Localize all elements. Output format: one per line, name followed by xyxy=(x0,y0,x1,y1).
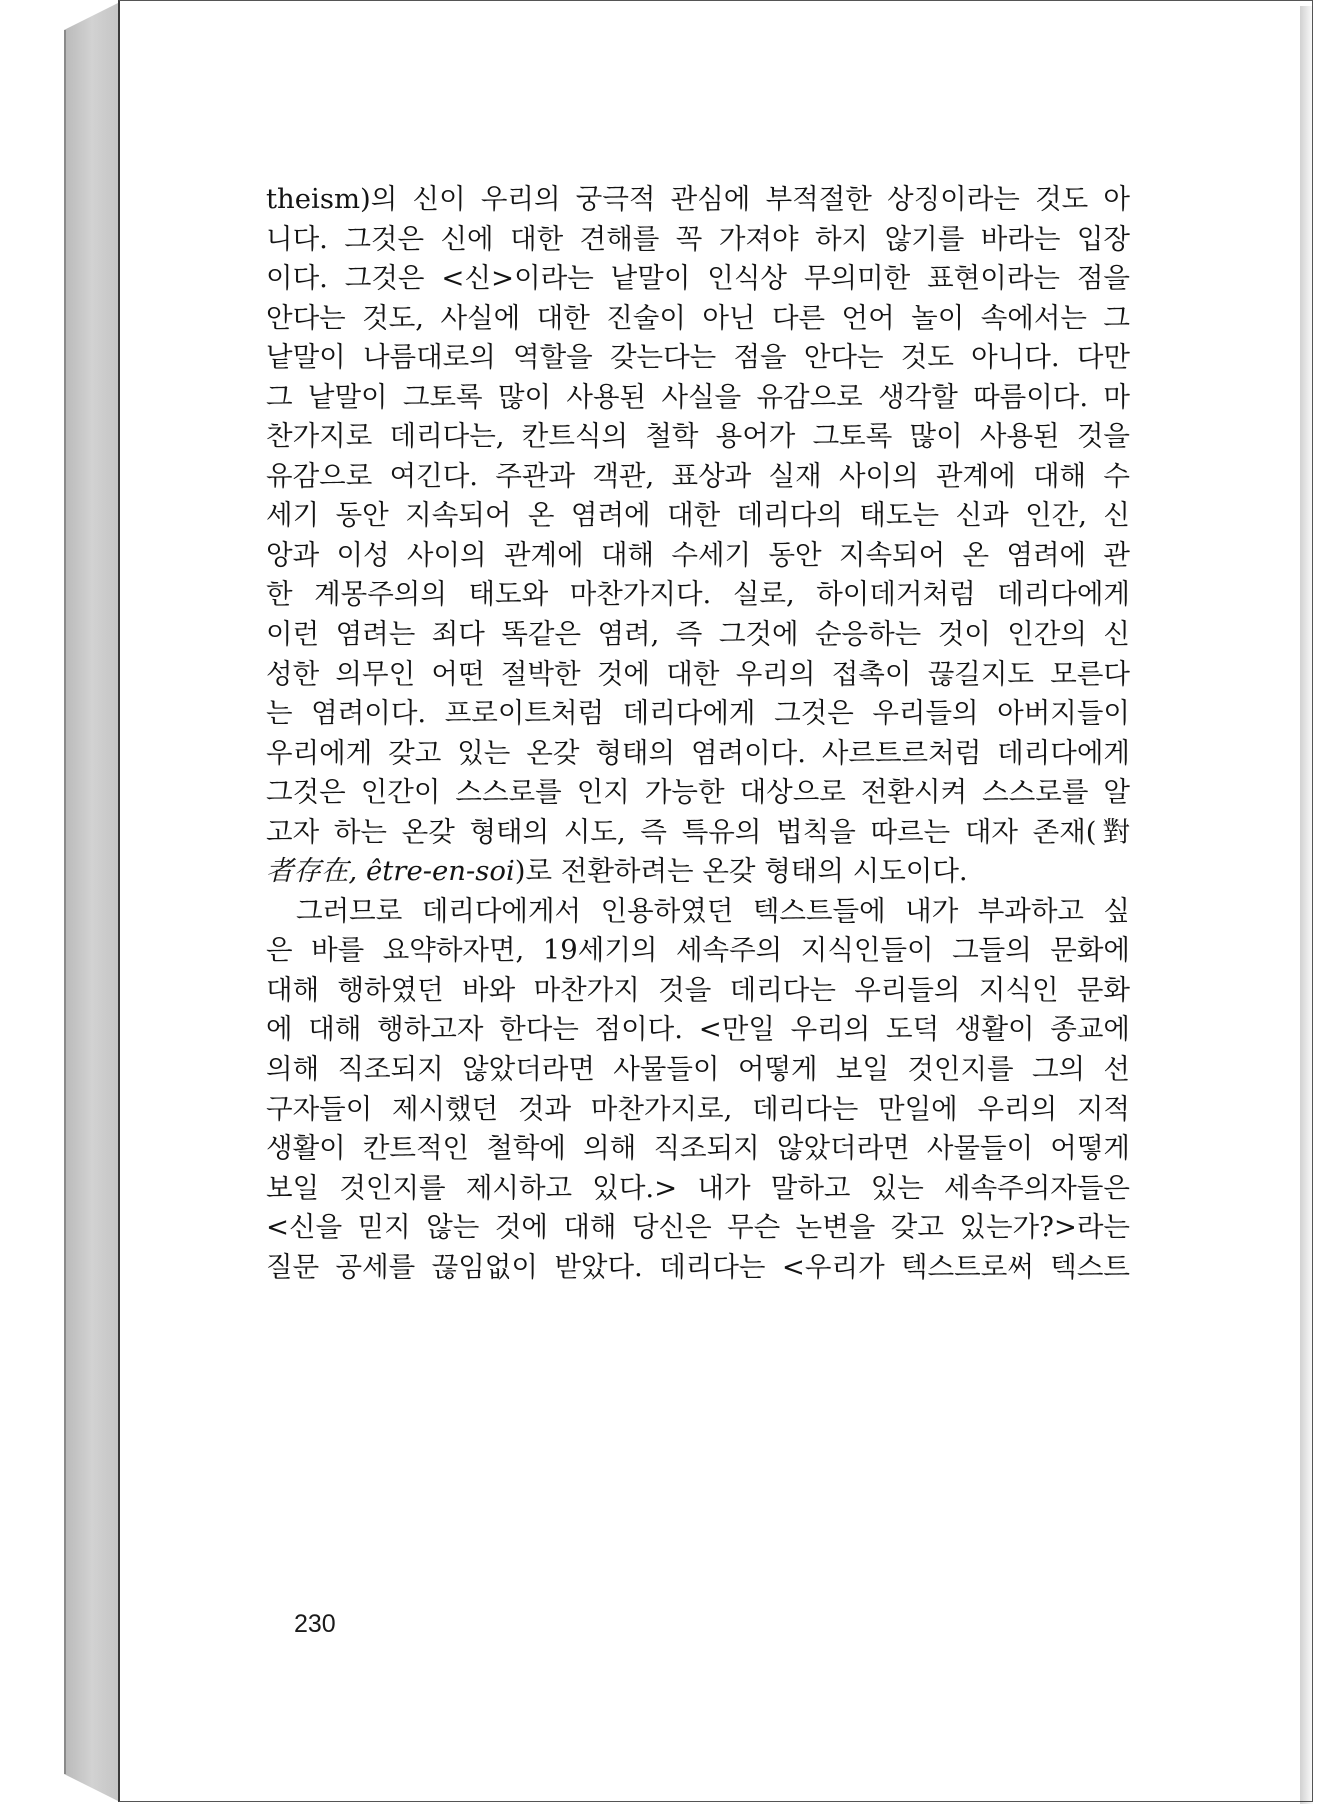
text-line: 니다. 그것은 신에 대한 견해를 꼭 가져야 하지 않기를 바라는 입장 xyxy=(266,222,1130,255)
text-line: <신을 믿지 않는 것에 대해 당신은 무슨 논변을 갖고 있는가?>라는 xyxy=(266,1211,1130,1244)
text-line: 그러므로 데리다에게서 인용하였던 텍스트들에 내가 부과하고 싶 xyxy=(296,894,1130,927)
text-line: 대해 행하였던 바와 마찬가지 것을 데리다는 우리들의 지식인 문화 xyxy=(266,973,1130,1006)
text-line: 생활이 칸트적인 철학에 의해 직조되지 않았더라면 사물들이 어떻게 xyxy=(266,1132,1130,1165)
text-line: 찬가지로 데리다는, 칸트식의 철학 용어가 그토록 많이 사용된 것을 xyxy=(266,420,1130,453)
text-line: 고자 하는 온갖 형태의 시도, 즉 특유의 법칙을 따르는 대자 존재(對 xyxy=(266,815,1130,848)
text-line: 우리에게 갖고 있는 온갖 형태의 염려이다. 사르트르처럼 데리다에게 xyxy=(266,736,1130,769)
text-line: 그 낱말이 그토록 많이 사용된 사실을 유감으로 생각할 따름이다. 마 xyxy=(266,380,1130,413)
text-line: 이다. 그것은 <신>이라는 낱말이 인식상 무의미한 표현이라는 점을 xyxy=(266,262,1130,295)
page-shadow xyxy=(1300,6,1314,1804)
text-line: theism)의 신이 우리의 궁극적 관심에 부적절한 상징이라는 것도 아 xyxy=(266,183,1130,215)
book-spine-edge xyxy=(64,2,120,1802)
text-line: 그것은 인간이 스스로를 인지 가능한 대상으로 전환시켜 스스로를 알 xyxy=(266,776,1130,809)
text-line: 낱말이 나름대로의 역할을 갖는다는 점을 안다는 것도 아니다. 다만 xyxy=(266,341,1130,374)
text-line: 者存在, être-en-soi)로 전환하려는 온갖 형태의 시도이다. xyxy=(266,855,968,888)
text-line: 질문 공세를 끊임없이 받았다. 데리다는 <우리가 텍스트로써 텍스트 xyxy=(266,1250,1130,1283)
text-line: 앙과 이성 사이의 관계에 대해 수세기 동안 지속되어 온 염려에 관 xyxy=(266,538,1130,571)
text-line: 은 바를 요약하자면, 19세기의 세속주의 지식인들이 그들의 문화에 xyxy=(266,934,1130,967)
body-text xyxy=(266,180,1130,1287)
text-line: 보일 것인지를 제시하고 있다.> 내가 말하고 있는 세속주의자들은 xyxy=(266,1171,1130,1204)
text-line: 유감으로 여긴다. 주관과 객관, 표상과 실재 사이의 관계에 대해 수 xyxy=(266,459,1130,492)
text-line: 세기 동안 지속되어 온 염려에 대한 데리다의 태도는 신과 인간, 신 xyxy=(266,499,1130,532)
text-line: 의해 직조되지 않았더라면 사물들이 어떻게 보일 것인지를 그의 선 xyxy=(266,1053,1130,1086)
text-line: 이런 염려는 죄다 똑같은 염려, 즉 그것에 순응하는 것이 인간의 신 xyxy=(266,618,1130,651)
text-line: 안다는 것도, 사실에 대한 진술이 아닌 다른 언어 놀이 속에서는 그 xyxy=(266,301,1130,334)
text-line: 성한 의무인 어떤 절박한 것에 대한 우리의 접촉이 끊길지도 모른다 xyxy=(266,657,1130,690)
text-line: 구자들이 제시했던 것과 마찬가지로, 데리다는 만일에 우리의 지적 xyxy=(266,1092,1130,1125)
book-spine-line xyxy=(64,30,66,1774)
text-line: 는 염려이다. 프로이트처럼 데리다에게 그것은 우리들의 아버지들이 xyxy=(266,697,1130,730)
text-line: 한 계몽주의의 태도와 마찬가지다. 실로, 하이데거처럼 데리다에게 xyxy=(266,578,1130,611)
page-number: 230 xyxy=(294,1610,336,1638)
text-line: 에 대해 행하고자 한다는 점이다. <만일 우리의 도덕 생활이 종교에 xyxy=(266,1013,1130,1046)
